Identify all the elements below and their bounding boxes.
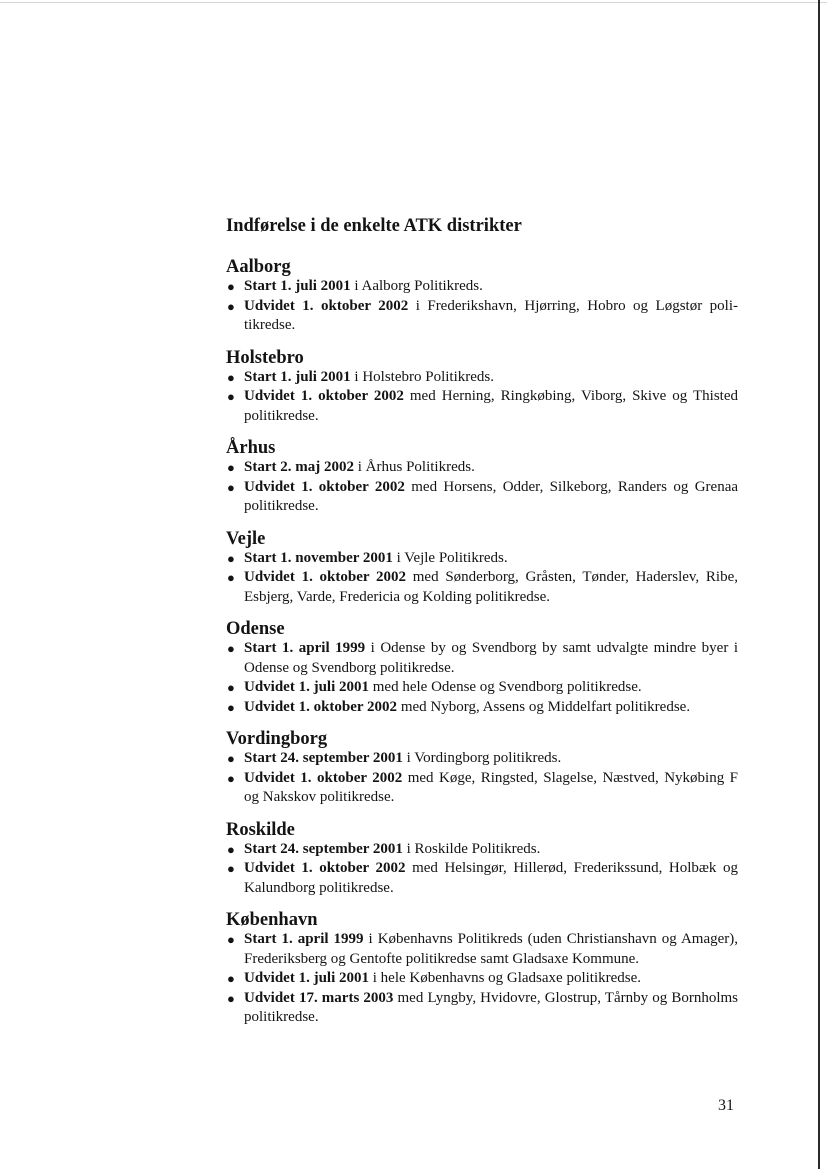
bullet-icon: ● <box>227 369 235 385</box>
item-text: i Københavns Politikreds (uden Christianshavn og Amager), Frederiksberg og Gentofte politikredse samt Gladsaxe Kommune. <box>244 931 738 967</box>
list-item <box>226 478 738 517</box>
item-date-label: Udvidet 1. juli 2001 <box>244 679 370 695</box>
item-date-label: Udvidet 1. juli 2001 <box>244 970 370 986</box>
bullet-list <box>226 368 738 427</box>
district-heading: Vejle <box>226 528 266 549</box>
bullet-icon: ● <box>227 699 235 715</box>
item-text: i Aalborg Politikreds. <box>350 278 483 294</box>
item-date-label: Udvidet 1. oktober 2002 <box>244 297 409 314</box>
list-item <box>226 368 738 388</box>
district-heading: Vordingborg <box>226 729 328 749</box>
district-section <box>226 347 738 427</box>
bullet-icon: ● <box>227 751 235 766</box>
item-text: i Roskilde Politikreds. <box>402 840 541 857</box>
item-date-label: Udvidet 1. oktober 2002 <box>244 698 398 715</box>
item-text: i Holstebro Politikreds. <box>350 368 494 385</box>
item-date-label: Start 1. april 1999 <box>244 931 364 947</box>
item-text: med Sønderborg, Gråsten, Tønder, Haderslev, Ribe, Esbjerg, Varde, Fredericia og Kolding politikredse. <box>244 569 738 605</box>
bullet-list <box>226 840 738 899</box>
bullet-icon: ● <box>227 550 235 566</box>
district-heading: Roskilde <box>226 819 295 840</box>
item-text: med Helsingør, Hillerød, Frederikssund, Holbæk og Kalundborg politikredse. <box>244 860 738 896</box>
district-section <box>226 728 738 808</box>
district-heading: Holstebro <box>226 347 304 368</box>
bullet-icon: ● <box>227 770 235 786</box>
item-text: med hele Odense og Svendborg politikredse. <box>369 679 642 695</box>
district-section <box>226 909 738 1028</box>
item-date-label: Start 24. september 2001 <box>244 840 403 857</box>
list-item <box>226 678 738 698</box>
district-section <box>226 528 738 608</box>
item-text: med Herning, Ringkøbing, Viborg, Skive og Thisted politikredse. <box>244 388 739 424</box>
bullet-list <box>226 277 738 336</box>
bullet-list <box>226 930 738 1028</box>
district-section <box>226 618 738 717</box>
list-item <box>226 698 738 718</box>
bullet-icon: ● <box>227 298 235 314</box>
list-item <box>226 930 738 969</box>
district-heading: København <box>226 910 318 930</box>
page-content <box>226 215 738 1039</box>
item-date-label: Start 1. april 1999 <box>244 640 366 656</box>
item-date-label: Udvidet 1. oktober 2002 <box>244 860 406 876</box>
bullet-icon: ● <box>227 389 235 404</box>
list-item <box>226 989 738 1028</box>
list-item <box>226 277 738 297</box>
district-heading: Odense <box>226 619 285 639</box>
bullet-icon: ● <box>227 932 235 947</box>
item-date-label: Start 1. juli 2001 <box>244 278 351 294</box>
bullet-list <box>226 458 738 517</box>
district-section <box>226 819 738 899</box>
list-item <box>226 840 738 860</box>
page-title: Indførelse i de enkelte ATK distrikter <box>226 216 522 236</box>
item-date-label: Udvidet 17. marts 2003 <box>244 989 394 1006</box>
item-text: i Odense by og Svendborg by samt udvalgte mindre byer i Odense og Svendborg politikredse. <box>244 640 739 676</box>
page-number: 31 <box>718 1097 734 1114</box>
bullet-icon: ● <box>227 570 235 585</box>
item-text: i Vejle Politikreds. <box>392 549 508 566</box>
item-date-label: Start 1. november 2001 <box>244 549 393 566</box>
list-item <box>226 859 738 898</box>
item-text: med Køge, Ringsted, Slagelse, Næstved, Nykøbing F og Nakskov politikredse. <box>244 769 739 805</box>
list-item <box>226 297 738 336</box>
bullet-icon: ● <box>227 279 235 294</box>
item-text: i Vordingborg politikreds. <box>402 750 562 766</box>
bullet-icon: ● <box>227 861 235 876</box>
item-date-label: Start 2. maj 2002 <box>244 459 354 475</box>
list-item <box>226 769 738 808</box>
item-text: i Århus Politikreds. <box>353 459 475 475</box>
bullet-list <box>226 549 738 608</box>
list-item <box>226 568 738 607</box>
item-date-label: Start 1. juli 2001 <box>244 368 351 385</box>
bullet-icon: ● <box>227 479 235 495</box>
bullet-icon: ● <box>227 460 235 475</box>
district-heading: Aalborg <box>226 257 291 277</box>
district-section <box>226 256 738 336</box>
item-text: i hele Københavns og Gladsaxe politikredse. <box>369 970 642 986</box>
item-date-label: Udvidet 1. oktober 2002 <box>244 769 403 786</box>
district-heading: Århus <box>226 438 276 458</box>
list-item <box>226 969 738 989</box>
bullet-icon: ● <box>227 841 235 857</box>
list-item <box>226 458 738 478</box>
bullet-icon: ● <box>227 971 235 986</box>
item-text: i Frederikshavn, Hjørring, Hobro og Løgstør politikredse. <box>244 297 738 333</box>
district-list <box>226 256 738 1028</box>
item-date-label: Udvidet 1. oktober 2002 <box>244 388 404 404</box>
item-date-label: Start 24. september 2001 <box>244 750 403 766</box>
scan-edge-top <box>0 2 827 3</box>
bullet-list <box>226 639 738 717</box>
item-text: med Horsens, Odder, Silkeborg, Randers og Grenaa politikredse. <box>244 478 739 514</box>
item-text: med Lyngby, Hvidovre, Glostrup, Tårnby og Bornholms politikredse. <box>244 989 738 1025</box>
scan-edge-right <box>818 0 820 1169</box>
bullet-icon: ● <box>227 680 235 695</box>
bullet-icon: ● <box>227 990 235 1006</box>
item-text: med Nyborg, Assens og Middelfart politikredse. <box>397 698 691 715</box>
item-date-label: Udvidet 1. oktober 2002 <box>244 569 407 585</box>
list-item <box>226 549 738 569</box>
district-section <box>226 437 738 517</box>
bullet-icon: ● <box>227 641 235 656</box>
list-item <box>226 749 738 769</box>
list-item <box>226 639 738 678</box>
item-date-label: Udvidet 1. oktober 2002 <box>244 478 405 495</box>
list-item <box>226 387 738 426</box>
bullet-list <box>226 749 738 808</box>
